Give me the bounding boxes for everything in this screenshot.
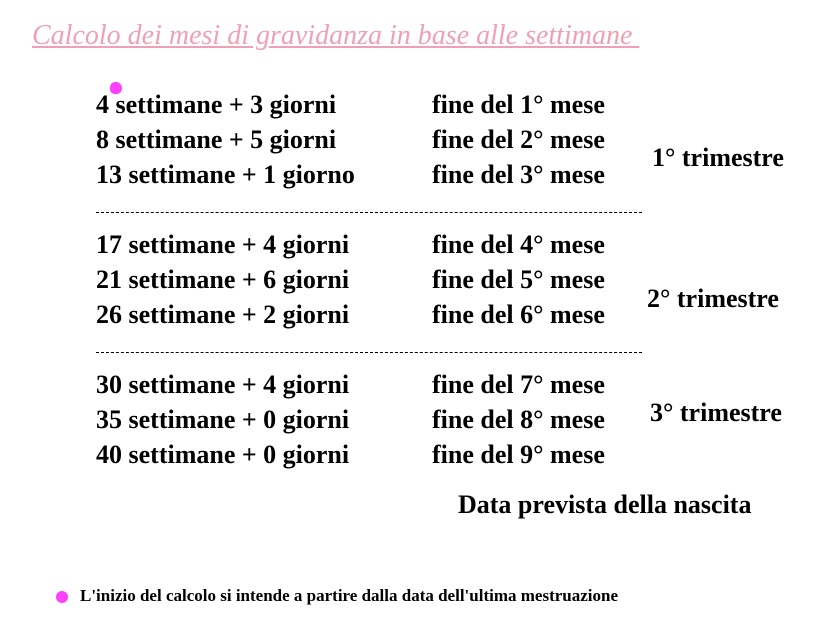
weeks-cell: 13 settimane + 1 giorno [96,160,355,189]
month-cell: fine del 6° mese [432,300,605,329]
magenta-dot-icon [56,591,68,603]
weeks-cell: 8 settimane + 5 giorni [96,125,337,154]
trimester-label-1: 1° trimestre [652,143,784,172]
month-cell: fine del 8° mese [432,405,605,434]
birth-date-label: Data prevista della nascita [458,490,752,519]
month-cell: fine del 2° mese [432,125,605,154]
trimester-label-3: 3° trimestre [650,398,782,427]
page-title: Calcolo dei mesi di gravidanza in base alle settimane [32,20,640,51]
month-cell: fine del 9° mese [432,440,605,469]
month-cell: fine del 4° mese [432,230,605,259]
weeks-cell: 21 settimane + 6 giorni [96,265,350,294]
weeks-cell: 4 settimane + 3 giorni [96,90,337,119]
month-cell: fine del 1° mese [432,90,605,119]
month-cell: fine del 7° mese [432,370,605,399]
trimester-label-2: 2° trimestre [647,284,779,313]
weeks-cell: 35 settimane + 0 giorni [96,405,350,434]
section-divider [96,352,642,353]
weeks-cell: 30 settimane + 4 giorni [96,370,350,399]
weeks-cell: 26 settimane + 2 giorni [96,300,350,329]
month-cell: fine del 3° mese [432,160,605,189]
section-divider [96,212,642,213]
weeks-cell: 17 settimane + 4 giorni [96,230,350,259]
month-cell: fine del 5° mese [432,265,605,294]
weeks-cell: 40 settimane + 0 giorni [96,440,350,469]
footnote: L'inizio del calcolo si intende a partire dalla data dell'ultima mestruazione [80,586,618,605]
